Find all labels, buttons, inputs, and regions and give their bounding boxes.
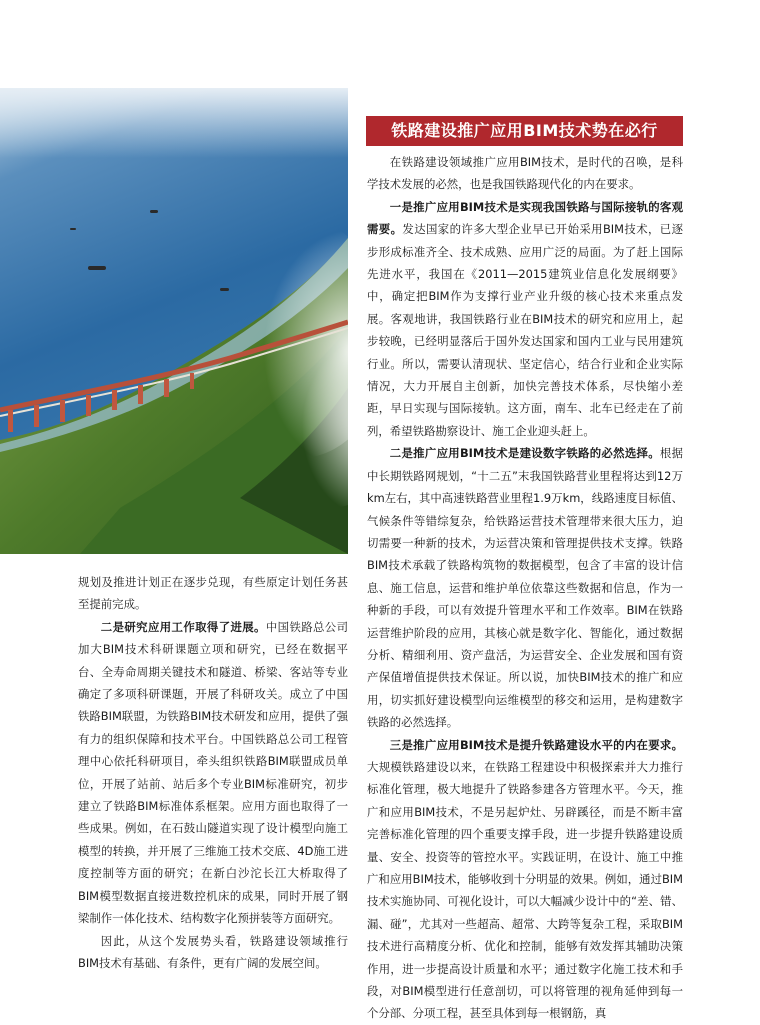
- paragraph-lead: 三是推广应用BIM技术是提升铁路建设水平的内在要求。: [389, 737, 683, 752]
- paragraph-research-progress: [78, 616, 348, 930]
- paragraph-body: 大规模铁路建设以来，在铁路工程建设中积极探索并大力推行标准化管理，极大地提升了铁路参建各方管理水平。今天，推广和应用BIM技术，不是另起炉灶、另辟蹊径，而是不断丰富完善标准化管理的四个重要支撑手段，进一步提升铁路建设质量、安全、投资等的管控水平。实践证明，在设计、施工中推广和应用BIM技术，能够收到十分明显的效果。例如，通过BIM技术实施协同、可视化设计，可以大幅减少设计中的“差、错、漏、碰”，尤其对一些超高、超常、大跨等复杂工程，采取BIM技术进行高精度分析、优化和控制，能够有效发挥其辅助决策作用，进一步提高设计质量和水平；通过数字化施工技术和手段，对BIM模型进行任意剖切，可以将管理的视角延伸到每一个分部、分项工程，甚至具体到每一根钢筋，真: [367, 759, 683, 1021]
- section-heading: 铁路建设推广应用BIM技术势在必行: [366, 116, 683, 146]
- paragraph-construction-level: [367, 734, 683, 1025]
- paragraph-lead: 二是推广应用BIM技术是建设数字铁路的必然选择。: [389, 446, 660, 461]
- paragraph-digital-railway: [367, 442, 683, 733]
- aerial-bridge-photo: [0, 88, 348, 554]
- paragraph-body: 根据中长期铁路网规划，“十二五”末我国铁路营业里程将达到12万km左右，其中高速铁路营业里程1.9万km，线路速度目标值、气候条件等错综复杂，给铁路运营技术管理带来很大压力，迫切需要一种新的技术，为运营决策和管理提供技术支撑。铁路BIM技术承载了铁路构筑物的数据模型，包含了丰富的设计信息、施工信息，运营和维护单位依靠这些数据和信息，作为一种新的手段，可以有效提升管理水平和工作效率。BIM在铁路运营维护阶段的应用，其核心就是数字化、智能化，通过数据分析、精细利用、资产盘活，为运营安全、企业发展和国有资产保值增值提供技术保证。所以说，加快BIM技术的推广和应用，切实抓好建设模型向运维模型的移交和运用，是构建数字铁路的必然选择。: [367, 446, 683, 730]
- paragraph-body: 中国铁路总公司加大BIM技术科研课题立项和研究，已经在数据平台、全寿命周期关键技术和隧道、桥梁、客站等专业确定了多项科研课题，开展了科研攻关。成立了中国铁路BIM联盟，为铁路BIM技术研发和应用，提供了强有力的组织保障和技术平台。中国铁路总公司工程管理中心依托科研项目，牵头组织铁路BIM联盟成员单位，开展了站前、站后多个专业BIM标准研究，初步建立了铁路BIM标准体系框架。应用方面也取得了一些成果。例如，在石鼓山隧道实现了设计模型向施工模型的转换，并开展了三维施工技术交底、4D施工进度控制等方面的研究；在新白沙沱长江大桥取得了BIM模型数据直接进数控机床的成果，同时开展了钢梁制作一体化技术、结构数字化预拼装等方面研究。: [78, 619, 348, 926]
- paragraph-lead: 一是推广应用BIM技术是实现我国铁路与国际接轨的客观需要。: [367, 199, 683, 237]
- paragraph-body: 发达国家的许多大型企业早已开始采用BIM技术，已逐步形成标准齐全、技术成熟、应用广泛的局面。为了赶上国际先进水平，我国在《2011—2015建筑业信息化发展纲要》中，确定把BIM作为支撑行业产业升级的核心技术来重点发展。客观地讲，我国铁路行业在BIM技术的研究和应用上，起步较晚，已经明显落后于国外发达国家和国内工业与民用建筑行业。所以，需要认清现状、坚定信心，结合行业和企业实际情况，大力开展自主创新，加快完善技术体系，尽快缩小差距，早日实现与国际接轨。这方面，南车、北车已经走在了前列，希望铁路勘察设计、施工企业迎头赶上。: [367, 222, 683, 438]
- right-text-column: [367, 151, 683, 1025]
- paragraph-international: [367, 196, 683, 442]
- paragraph-lead: 二是研究应用工作取得了进展。: [100, 619, 266, 634]
- paragraph-conclusion: 因此，从这个发展势头看，铁路建设领域推行BIM技术有基础、有条件，更有广阔的发展空间。: [78, 933, 348, 970]
- paragraph-intro: 在铁路建设领域推广应用BIM技术，是时代的召唤，是科学技术发展的必然，也是我国铁路现代化的内在要求。: [367, 155, 683, 192]
- paragraph-continuation: 规划及推进计划正在逐步兑现，有些原定计划任务甚至提前完成。: [78, 575, 348, 612]
- river-bridge-illustration: [0, 88, 348, 554]
- left-text-column: [78, 571, 348, 974]
